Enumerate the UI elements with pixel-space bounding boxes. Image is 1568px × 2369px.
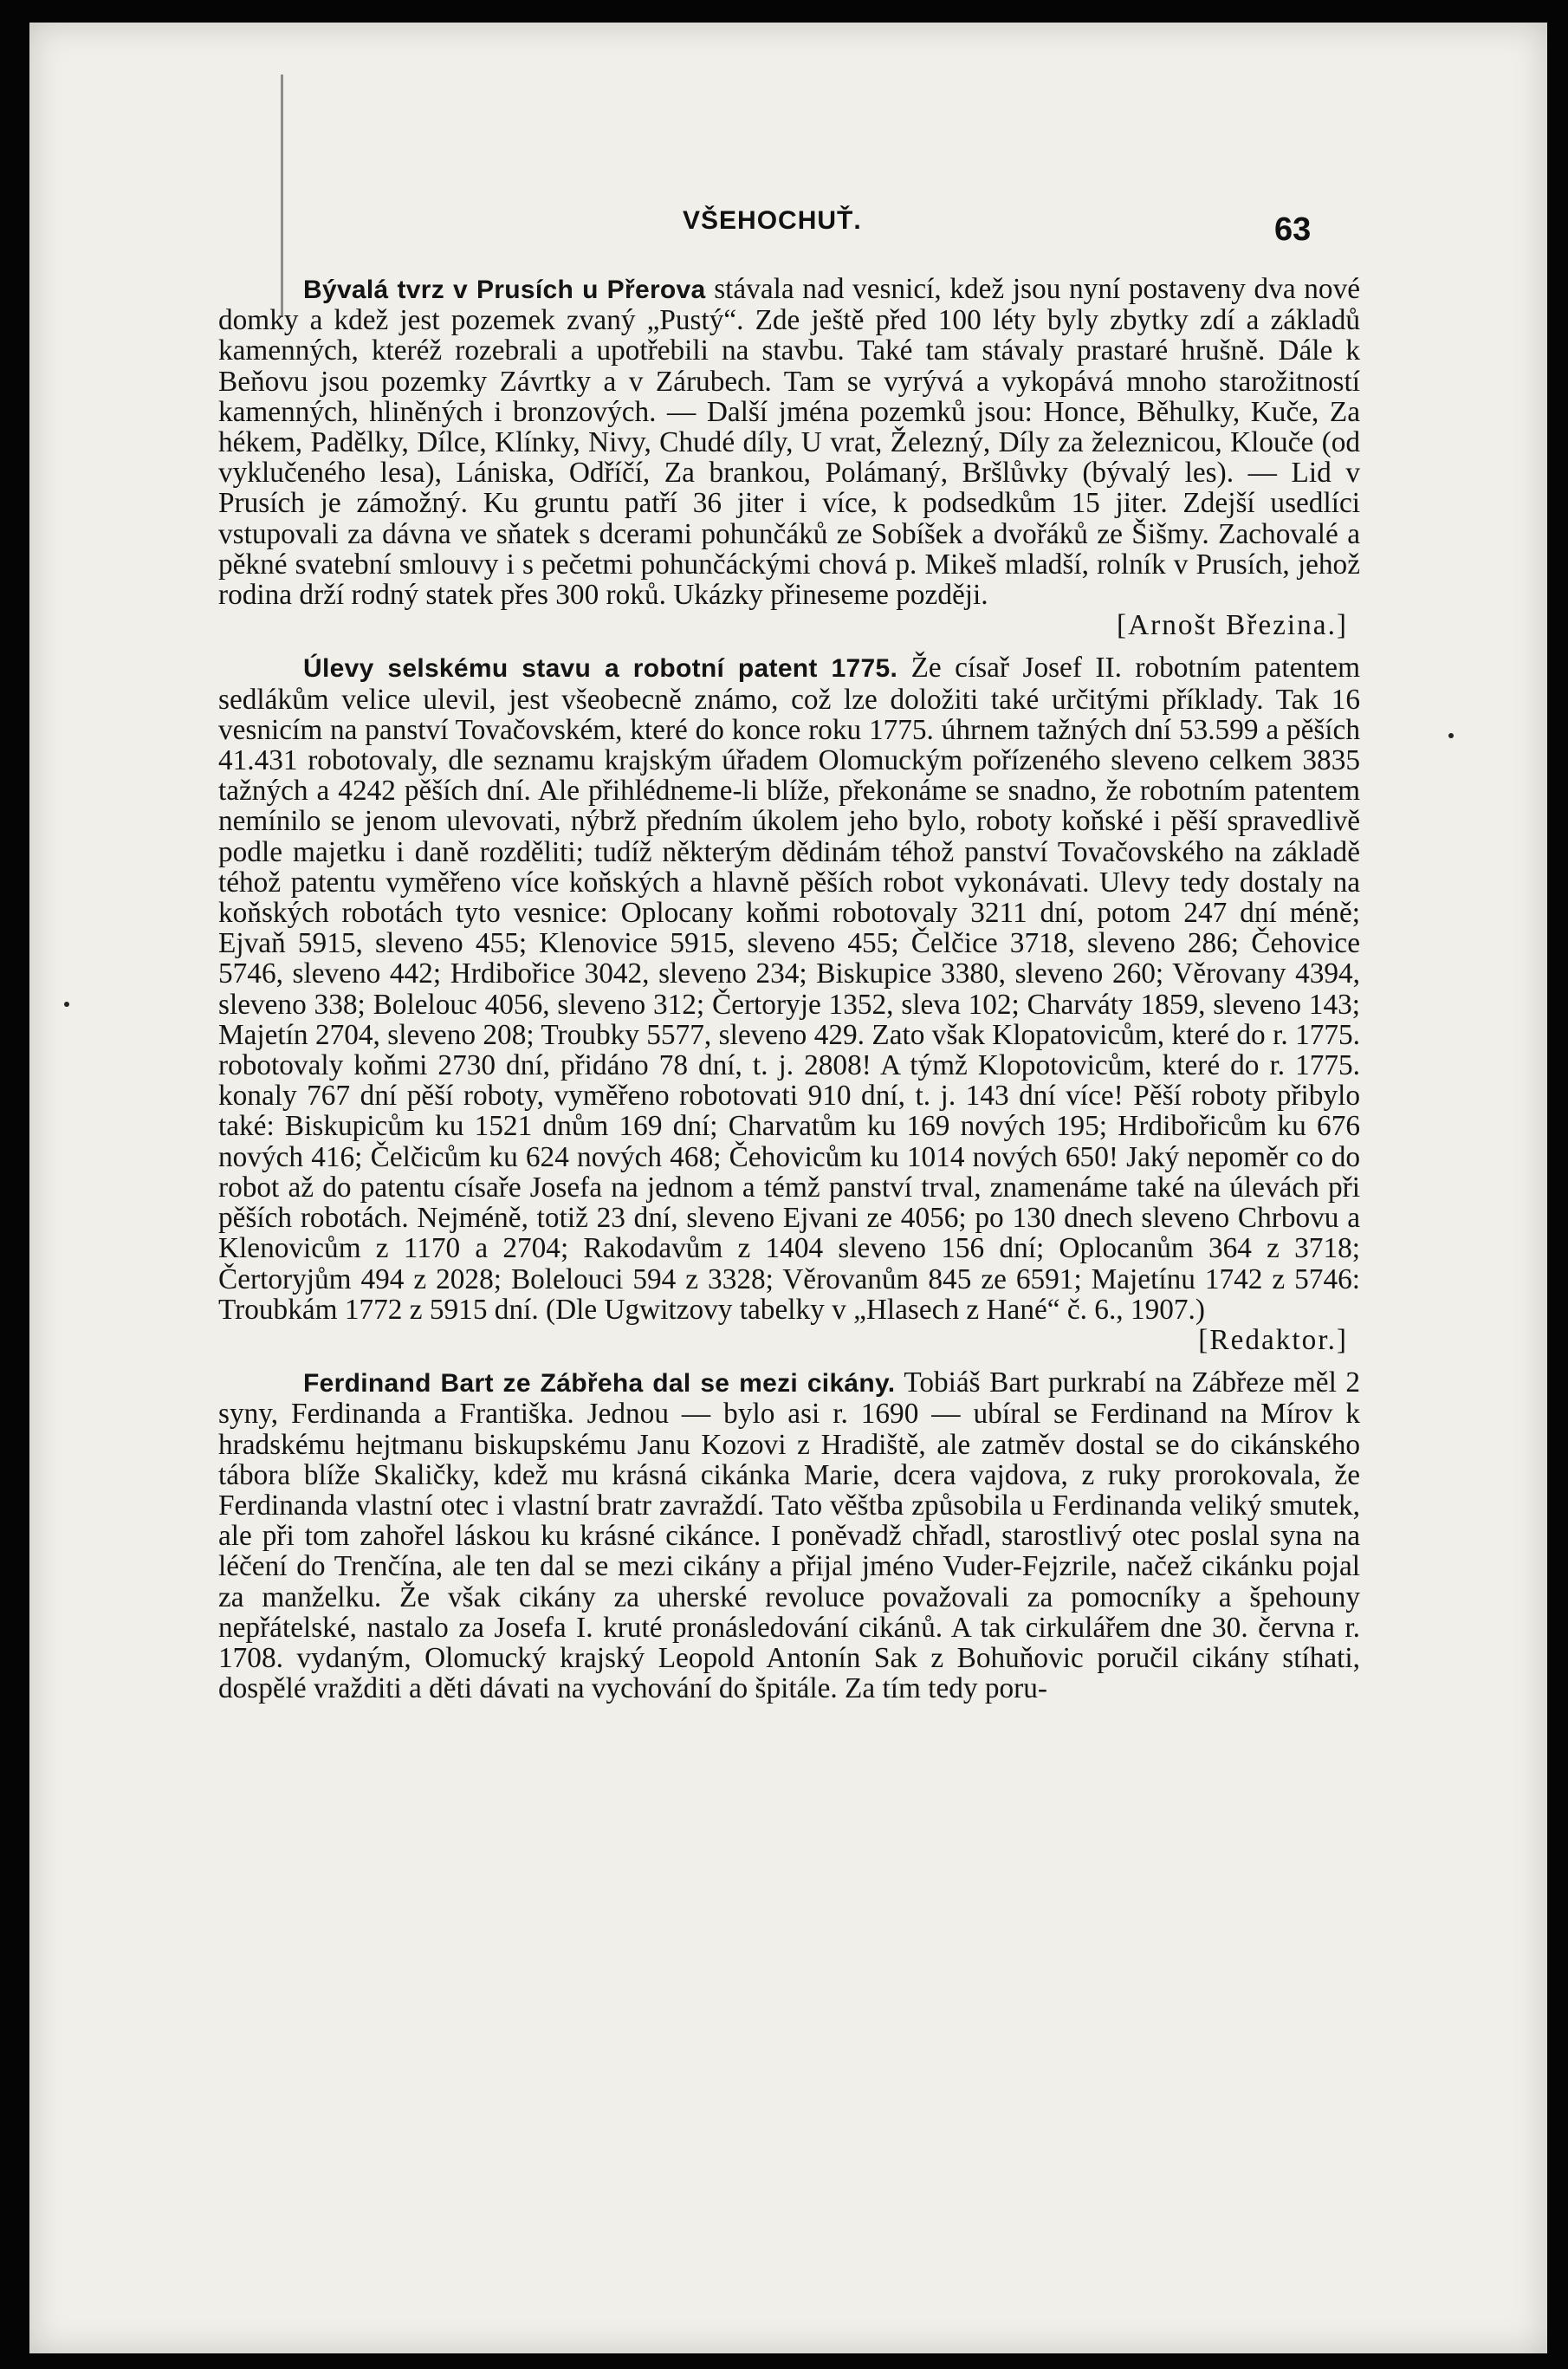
article-heading: Ferdinand Bart ze Zábřeha dal se mezi cikány.	[303, 1369, 896, 1399]
article-paragraph	[218, 274, 1360, 610]
article-ferdinand-bart	[218, 1367, 1360, 1704]
page-header	[29, 206, 1547, 258]
article-body: Že císař Josef II. robotním patentem sedlákům velice ulevil, jest všeobecně známo, což lze doložiti také určitými příklady. Tak 16 vesnicím na panství Tovačovském, které do konce roku 1775. úhrnem tažných dní 53.599 a pěších 41.431 robotovaly, dle seznamu krajským úřadem Olomuckým pořízeného sleveno celkem 3835 tažných a 4242 pěších dní. Ale přihlédneme-li blíže, překonáme se snadno, že robotním patentem nemínilo se jenom ulevovati, nýbrž předním úkolem jeho bylo, roboty koňské i pěší spravedlivě podle majetku i daně rozděliti; tudíž některým dědinám téhož panství Tovačovského na základě téhož patentu vyměřeno více koňských a hlavně pěších robot vykonávati. Ulevy tedy dostaly na koňských robotách tyto vesnice: Oplocany koňmi robotovaly 3211 dní, potom 247 dní méně; Ejvaň 5915, sleveno 455; Klenovice 5915, sleveno 455; Čelčice 3718, sleveno 286; Čehovice 5746, sleveno 442; Hrdibořice 3042, sleveno 234; Biskupice 3380, sleveno 260; Věrovany 4394, sleveno 338; Bolelouc 4056, sleveno 312; Čertoryje 1352, sleva 102; Charváty 1859, sleveno 143; Majetín 2704, sleveno 208; Troubky 5577, sleveno 429. Zato však Klopatovicům, které do r. 1775. robotovaly koňmi 2730 dní, přidáno 78 dní, t. j. 2808! A týmž Klopotovicům, které do r. 1775. konaly 767 dní pěší roboty, vyměřeno robotovati 910 dní, t. j. 143 dní více! Pěší roboty přibylo také: Biskupicům ku 1521 dnům 169 dní; Charvatům ku 169 nových 195; Hrdibořicům ku 676 nových 416; Čelčicům ku 624 nových 468; Čehovicům ku 1014 nových 650! Jaký nepoměr co do robot až do patentu císaře Josefa na jednom a témž panství trval, znamenáme také na úlevách při pěších robotách. Nejméně, totiž 23 dní, sleveno Ejvani ze 4056; po 130 dnech sleveno Chrbovu a Klenovicům z 1170 a 2704; Rakodavům z 1404 sleveno 156 dní; Oplocanům 364 z 3718; Čertoryjům 494 z 2028; Bolelouci 594 z 3328; Věrovanům 845 ze 6591; Majetínu 1742 z 5746: Troubkám 1772 z 5915 dní. (Dle Ugwitzovy tabelky v „Hlasech z Hané“ č. 6., 1907.)	[218, 652, 1360, 1326]
book-page	[29, 23, 1547, 2353]
scan-speck	[64, 1002, 69, 1007]
article-signature: [Arnošt Březina.]	[1117, 609, 1348, 642]
article-body: Tobiáš Bart purkrabí na Zábřeze měl 2 syny, Ferdinanda a Františka. Jednou — bylo asi r. 1690 — ubíral se Ferdinand na Mírov k hradskému hejtmanu biskupskému Janu Kozovi z Hradiště, ale zatměv dostal se do cikánského tábora blíže Skaličky, kdež mu krásná cikánka Marie, dcera vajdova, z ruky prorokovala, že Ferdinanda vlastní otec i vlastní bratr zavraždí. Tato věštba způsobila u Ferdinanda veliký smutek, ale při tom zahořel láskou ku krásné cikánce. I poněvadž chřadl, starostlivý otec poslal syna na léčení do Trenčína, ale ten dal se mezi cikány a přijal jméno Vuder-Fejzrile, načež cikánku pojal za manželku. Že však cikány za uherské revoluce považovali za pomocníky a špehouny nepřátelské, nastalo za Josefa I. kruté pronásledování cikánů. A tak cirkulářem dne 30. června r. 1708. vydaným, Olomucký krajský Leopold Antonín Sak z Bohuňovic poručil cikány stíhati, dospělé vražditi a děti dávati na vychování do špitále. Za tím tedy poru-	[218, 1366, 1360, 1705]
article-paragraph	[218, 652, 1360, 1324]
article-body: stávala nad vesnicí, kdež jsou nyní postaveny dva nové domky a kdež jest pozemek zvaný „Pustý“. Zde ještě před 100 léty byly zbytky zdí a základů kamenných, kteréž rozebrali a upotřebili na stavbu. Také tam stávaly prastaré hrušně. Dále k Beňovu jsou pozemky Závrtky a v Zárubech. Tam se vyrývá a vykopává mnoho starožitností kamenných, hliněných i bronzových. — Další jména pozemků jsou: Honce, Běhulky, Kuče, Za hékem, Padělky, Dílce, Klínky, Nivy, Chudé díly, U vrat, Železný, Díly za železnicou, Klouče (od vyklučeného lesa), Lániska, Odříčí, Za brankou, Polámaný, Bršlůvky (bývalý les). — Lid v Prusích je zámožný. Ku gruntu patří 36 jiter i více, k podsedkům 15 jiter. Zdejší usedlíci vstupovali za dávna ve sňatek s dcerami pohunčáků ze Sobíšek a dvořáků ze Šišmy. Zachovalé a pěkné svatební smlouvy i s pečetmi pohunčáckými chová p. Mikeš mladší, rolník v Prusích, jehož rodina drží rodný statek přes 300 roků. Ukázky přineseme později.	[218, 273, 1360, 612]
article-pruský-tvrz	[218, 274, 1360, 640]
article-paragraph	[218, 1367, 1360, 1704]
article-robotni-patent	[218, 652, 1360, 1355]
text-column	[218, 274, 1360, 1704]
page-number: 63	[1274, 211, 1312, 248]
scan-speck	[1448, 733, 1454, 738]
article-heading: Bývalá tvrz v Prusích u Přerova	[303, 276, 706, 304]
article-heading: Úlevy selskému stavu a robotní patent 1775.	[303, 654, 898, 684]
article-signature: [Redaktor.]	[1198, 1323, 1348, 1356]
running-title: VŠEHOCHUŤ.	[683, 206, 862, 235]
